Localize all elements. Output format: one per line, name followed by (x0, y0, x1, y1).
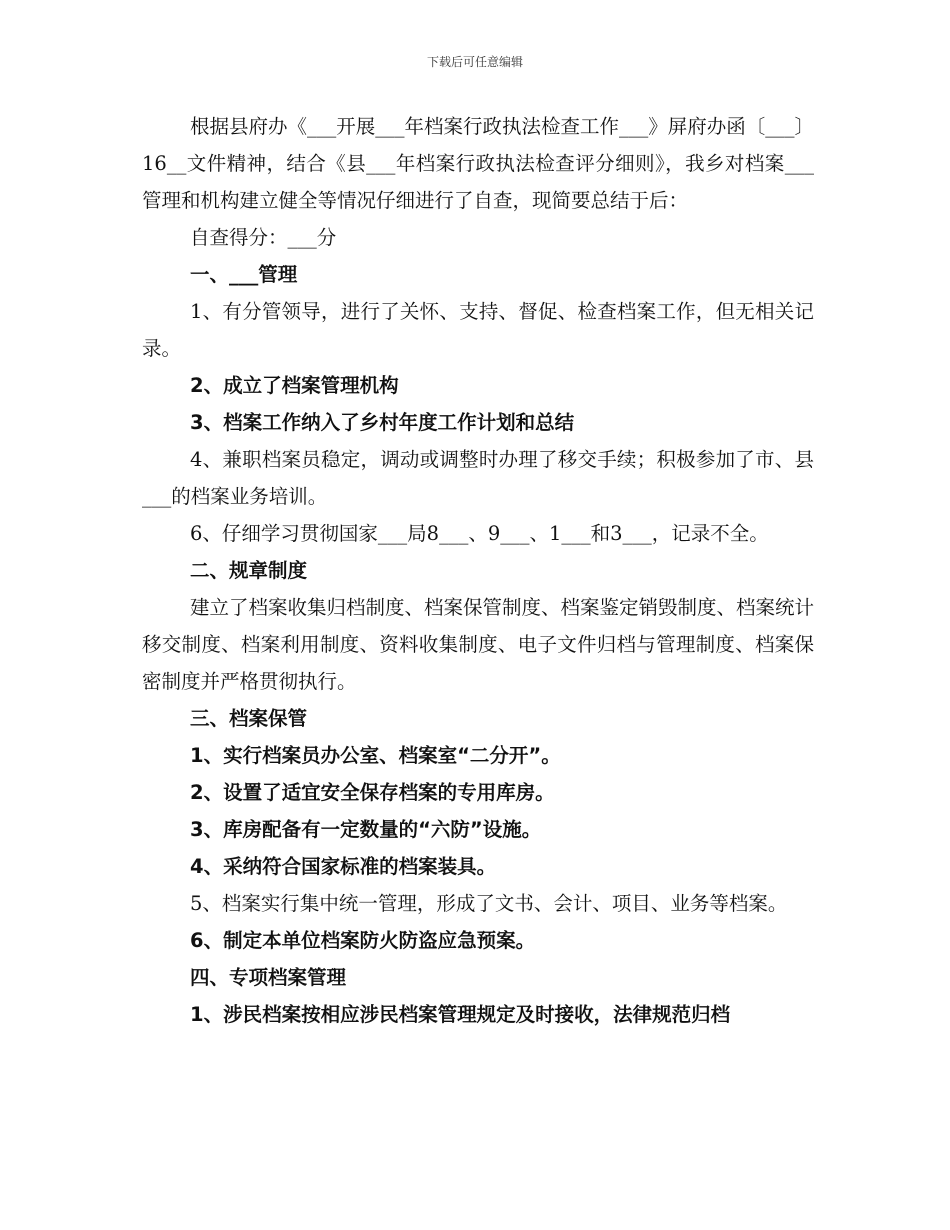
section-3-item-5: 5、档案实行集中统一管理，形成了文书、会计、项目、业务等档案。 (190, 892, 788, 915)
section-heading-3: 三、档案保管 (190, 707, 308, 730)
section-1-item-3: 3、档案工作纳入了乡村年度工作计划和总结 (190, 411, 575, 434)
section-3-item-2: 2、设置了适宜安全保存档案的专用库房。 (190, 781, 555, 804)
section-heading-1: 一、___管理 (190, 263, 298, 286)
section-1-item-1: 1、有分管领导，进行了关怀、支持、督促、检查档案工作，但无相关记录。 (142, 300, 814, 360)
section-2-body: 建立了档案收集归档制度、档案保管制度、档案鉴定销毁制度、档案统计移交制度、档案利用制度、资料收集制度、电子文件归档与管理制度、档案保密制度并严格贯彻执行。 (142, 596, 815, 693)
section-heading-2: 二、规章制度 (190, 559, 308, 582)
section-3-item-4: 4、采纳符合国家标准的档案装具。 (190, 855, 497, 878)
section-1-item-6: 6、仔细学习贯彻国家___局8___、9___、1___和3___，记录不全。 (190, 522, 769, 545)
section-4-item-1: 1、涉民档案按相应涉民档案管理规定及时接收，法律规范归档 (190, 1003, 731, 1026)
section-3-item-6: 6、制定本单位档案防火防盗应急预案。 (190, 929, 536, 952)
document-body (142, 108, 814, 1033)
section-1-item-2: 2、成立了档案管理机构 (190, 374, 399, 397)
section-3-item-3: 3、库房配备有一定数量的“六防”设施。 (190, 818, 542, 841)
section-1-item-4: 4、兼职档案员稳定，调动或调整时办理了移交手续；积极参加了市、县___的档案业务培训。 (142, 448, 814, 508)
section-heading-4: 四、专项档案管理 (190, 966, 347, 989)
page-header: 下载后可任意编辑 (426, 55, 523, 69)
intro-paragraph: 根据县府办《___开展___年档案行政执法检查工作___》屏府办函〔___〕16__文件精神，结合《县___年档案行政执法检查评分细则》，我乡对档案___管理和机构建立健全等情况仔细进行了自查，现简要总结于后： (142, 115, 815, 212)
section-3-item-1: 1、实行档案员办公室、档案室“二分开”。 (190, 744, 561, 767)
self-check-score: 自查得分：___分 (190, 226, 337, 249)
